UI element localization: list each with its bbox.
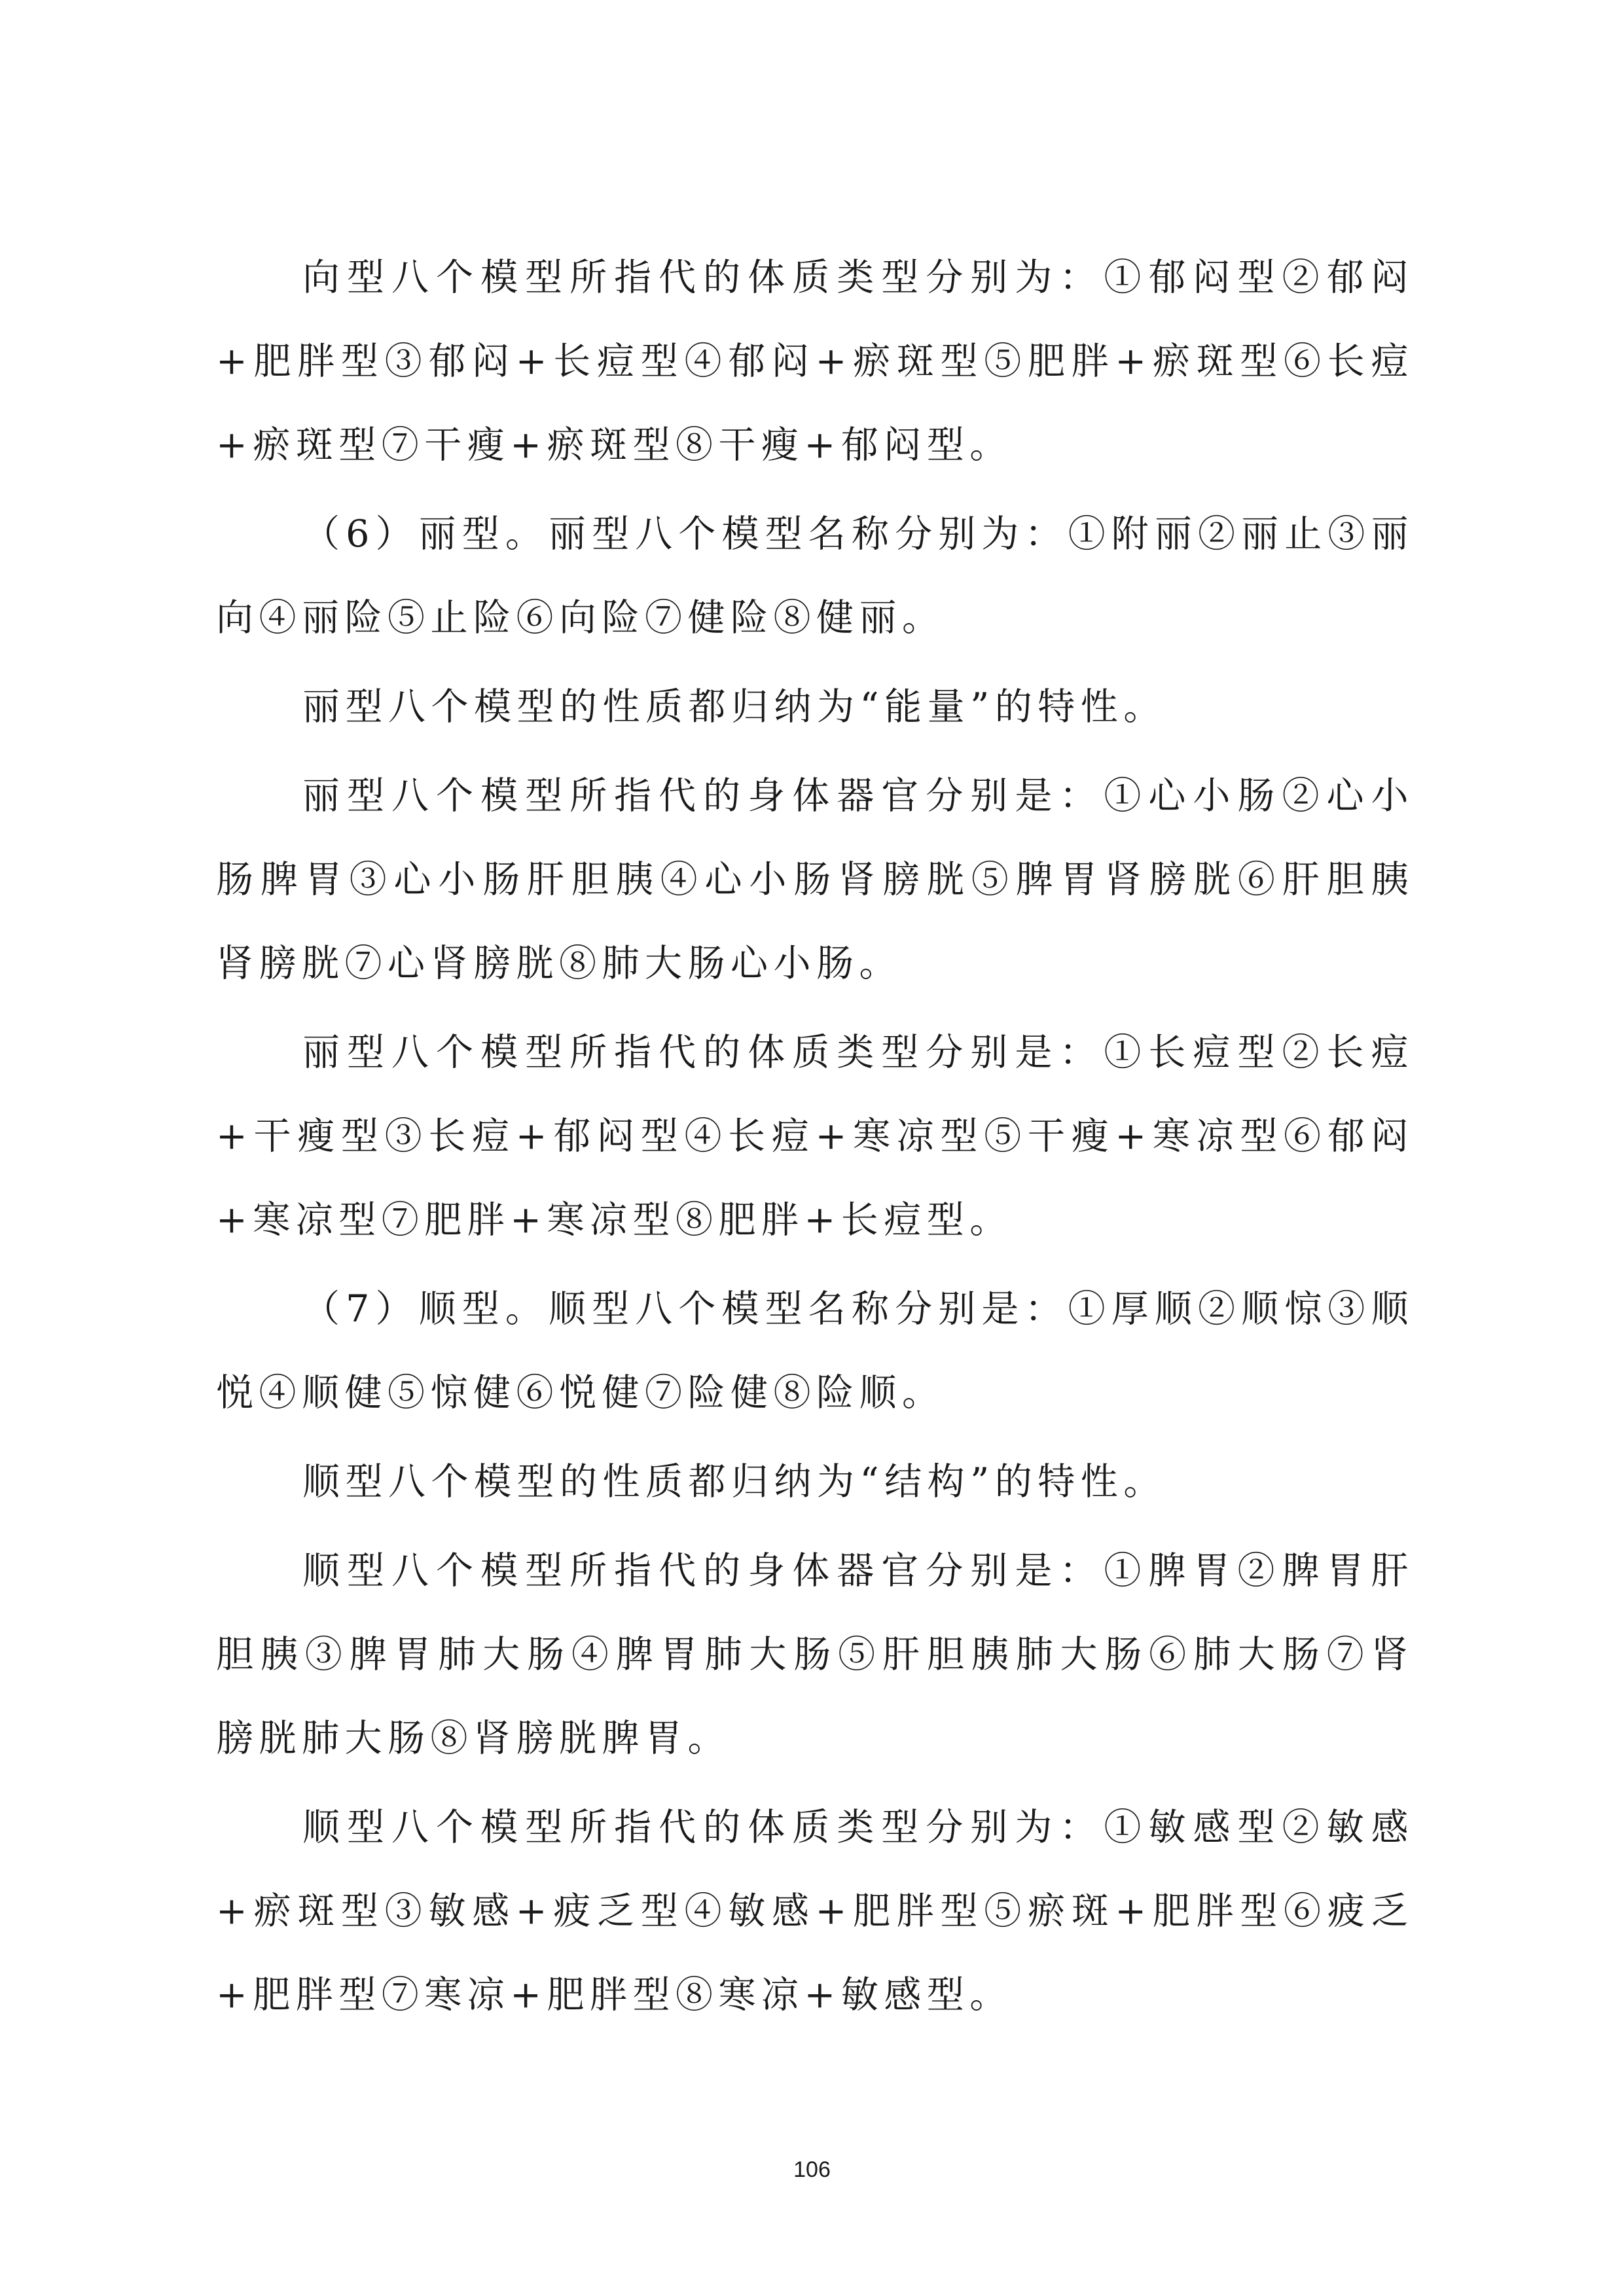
paragraph-li-type-nature: 丽型八个模型的性质都归纳为“能量”的特性。 [302,685,1166,728]
paragraph-shun-type-heading: （7）顺型。顺型八个模型名称分别是：①厚顺②顺惊③顺悦④顺健⑤惊健⑥悦健⑦险健⑧险顺。 [216,1287,1414,1414]
page-number: 106 [793,2157,831,2182]
paragraph-constitution-types-xiang: 向型八个模型所指代的体质类型分别为：①郁闷型②郁闷+肥胖型③郁闷+长痘型④郁闷+瘀斑型⑤肥胖+瘀斑型⑥长痘+瘀斑型⑦干瘦+瘀斑型⑧干瘦+郁闷型。 [216,256,1414,467]
paragraph-shun-type-nature: 顺型八个模型的性质都归纳为“结构”的特性。 [302,1460,1166,1503]
paragraph-shun-type-constitution: 顺型八个模型所指代的体质类型分别为：①敏感型②敏感+瘀斑型③敏感+疲乏型④敏感+肥胖型⑤瘀斑+肥胖型⑥疲乏+肥胖型⑦寒凉+肥胖型⑧寒凉+敏感型。 [216,1806,1414,2017]
body-text [216,236,1414,2037]
paragraph-shun-type-organs: 顺型八个模型所指代的身体器官分别是：①脾胃②脾胃肝胆胰③脾胃肺大肠④脾胃肺大肠⑤肝胆胰肺大肠⑥肺大肠⑦肾膀胱肺大肠⑧肾膀胱脾胃。 [216,1549,1414,1760]
paragraph-li-type-heading: （6）丽型。丽型八个模型名称分别为：①附丽②丽止③丽向④丽险⑤止险⑥向险⑦健险⑧健丽。 [216,512,1414,639]
paragraph-li-type-constitution: 丽型八个模型所指代的体质类型分别是：①长痘型②长痘+干瘦型③长痘+郁闷型④长痘+寒凉型⑤干瘦+寒凉型⑥郁闷+寒凉型⑦肥胖+寒凉型⑧肥胖+长痘型。 [216,1031,1414,1242]
paragraph-li-type-organs: 丽型八个模型所指代的身体器官分别是：①心小肠②心小肠脾胃③心小肠肝胆胰④心小肠肾膀胱⑤脾胃肾膀胱⑥肝胆胰肾膀胱⑦心肾膀胱⑧肺大肠心小肠。 [216,774,1414,985]
